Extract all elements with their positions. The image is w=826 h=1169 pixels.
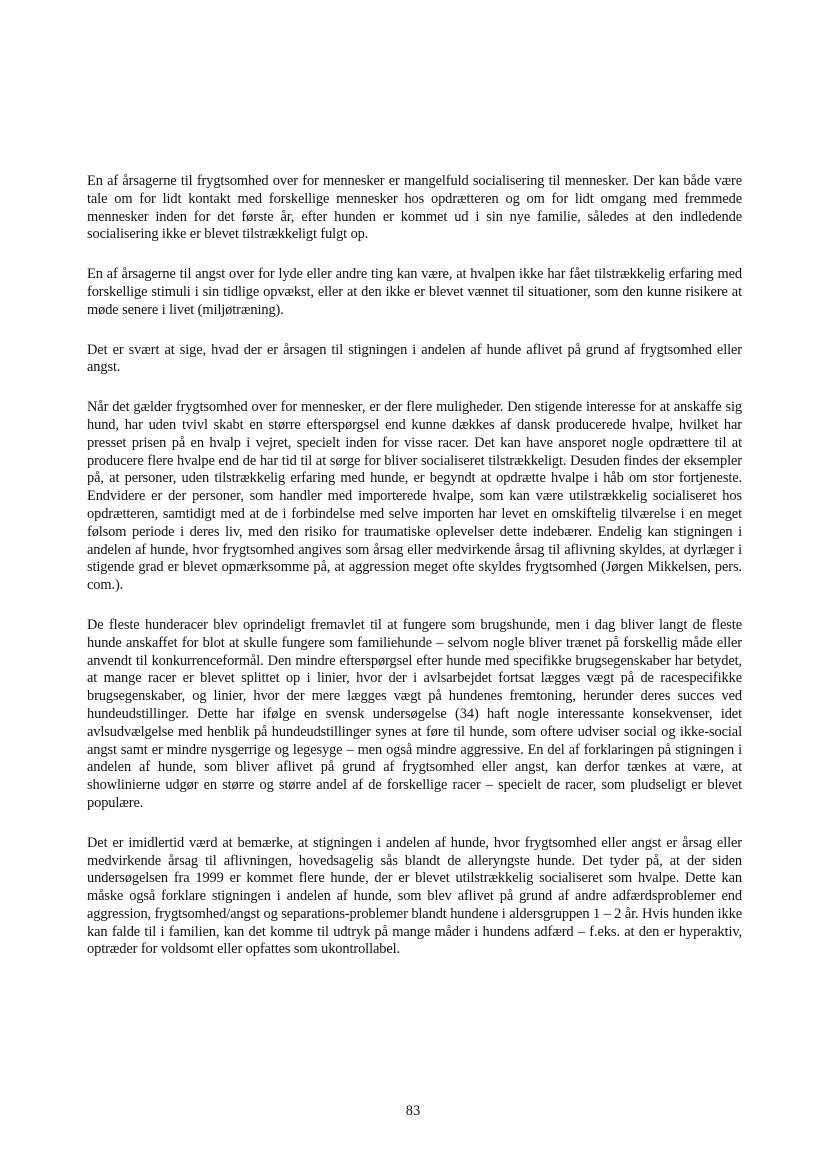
paragraph-svaert-at-sige: Det er svært at sige, hvad der er årsagen til stigningen i andelen af hunde aflivet på grund af frygtsomhed eller angst. xyxy=(87,341,742,376)
paragraph-hunderacer: De fleste hunderacer blev oprindeligt fremavlet til at fungere som brugshunde, men i dag bliver langt de fleste hunde anskaffet for blot at skulle fungere som familiehunde – selvom nogle bliver trænet på forskellig måde eller anvendt til konkurrenceformål. Den mindre efterspørgsel efter hunde med specifikke brugsegenskaber har betydet, at mange racer er blevet splittet op i linier, hvor der i avlsarbejdet fortsat lægges vægt på de racespecifikke brugsegenskaber, og linier, hvor der mere lægges vægt på hundenes fremtoning, herunder deres succes ved hundeudstillinger. Dette har ifølge en svensk undersøgelse (34) haft nogle interessante konsekvenser, idet avlsudvælgelse med henblik på hundeudstillinger synes at føre til hunde, som oftere udviser social og ikke-social angst samt er mindre nysgerrige og legesyge – men også mindre aggressive. En del af forklaringen på stigningen i andelen af hunde, som bliver aflivet på grund af frygtsomhed eller angst, kan derfor tænkes at være, at showlinierne udgør en større og større andel af de forskellige racer – specielt de racer, som pludseligt er blevet populære. xyxy=(87,616,742,811)
paragraph-socialisering: En af årsagerne til frygtsomhed over for mennesker er mangelfuld socialisering til mennesker. Der kan både være tale om for lidt kontakt med forskellige mennesker hos opdrætteren og om for lidt omgang med fremmede mennesker inden for det første år, efter hunden er kommet ud i sin nye familie, således at den indledende socialisering ikke er blevet tilstrækkeligt fulgt op. xyxy=(87,173,742,243)
page-number: 83 xyxy=(405,1103,421,1119)
paragraph-flere-muligheder: Når det gælder frygtsomhed over for mennesker, er der flere muligheder. Den stigende interesse for at anskaffe sig hund, har uden tvivl skabt en større efterspørgsel end kunne dækkes af dansk producerede hvalpe, hvilket har presset prisen på en hvalp i vejret, specielt inden for visse racer. Det kan have ansporet nogle opdrættere til at producere flere hvalpe end de har tid til at sørge for bliver socialiseret tilstrækkeligt. Desuden findes der eksempler på, at personer, uden tilstrækkelig erfaring med hunde, er begyndt at opdrætte hvalpe i håb om stor fortjeneste. Endvidere er der personer, som handler med importerede hvalpe, som kan være utilstrækkelig socialiseret hos opdrætteren, samtidigt med at de i forbindelse med selve importen har levet en omskiftelig tilværelse i en meget følsom periode i deres liv, med den risiko for traumatiske oplevelser dette indebærer. Endelig kan stigningen i andelen af hunde, hvor frygtsomhed angives som årsag eller medvirkende årsag til aflivning skyldes, at dyrlæger i stigende grad er blevet opmærksomme på, at aggression meget ofte skyldes frygtsomhed (Jørgen Mikkelsen, pers. com.). xyxy=(87,399,742,594)
body-text xyxy=(87,173,742,959)
paragraph-stigningen: Det er imidlertid værd at bemærke, at stigningen i andelen af hunde, hvor frygtsomhed eller angst er årsag eller medvirkende årsag til aflivningen, hovedsagelig sås blandt de alleryngste hunde. Det tyder på, at der siden undersøgelsen fra 1999 er kommet flere hunde, der er blevet utilstrækkelig socialiseret som hvalpe. Dette kan måske også forklare stigningen i andelen af hunde, som blev aflivet på grund af andre adfærdsproblemer end aggression, frygtsomhed/angst og separations-problemer blandt hundene i aldersgruppen 1 – 2 år. Hvis hunden ikke kan falde til i familien, kan det komme til udtryk på mange måder i hundens adfærd – f.eks. at den er hyperaktiv, optræder for voldsomt eller opfattes som ukontrollabel. xyxy=(87,834,742,958)
paragraph-angst-lyde: En af årsagerne til angst over for lyde eller andre ting kan være, at hvalpen ikke har fået tilstrækkelig erfaring med forskellige stimuli i sin tidlige opvækst, eller at den ikke er blevet vænnet til situationer, som den kunne risikere at møde senere i livet (miljøtræning). xyxy=(87,266,742,318)
